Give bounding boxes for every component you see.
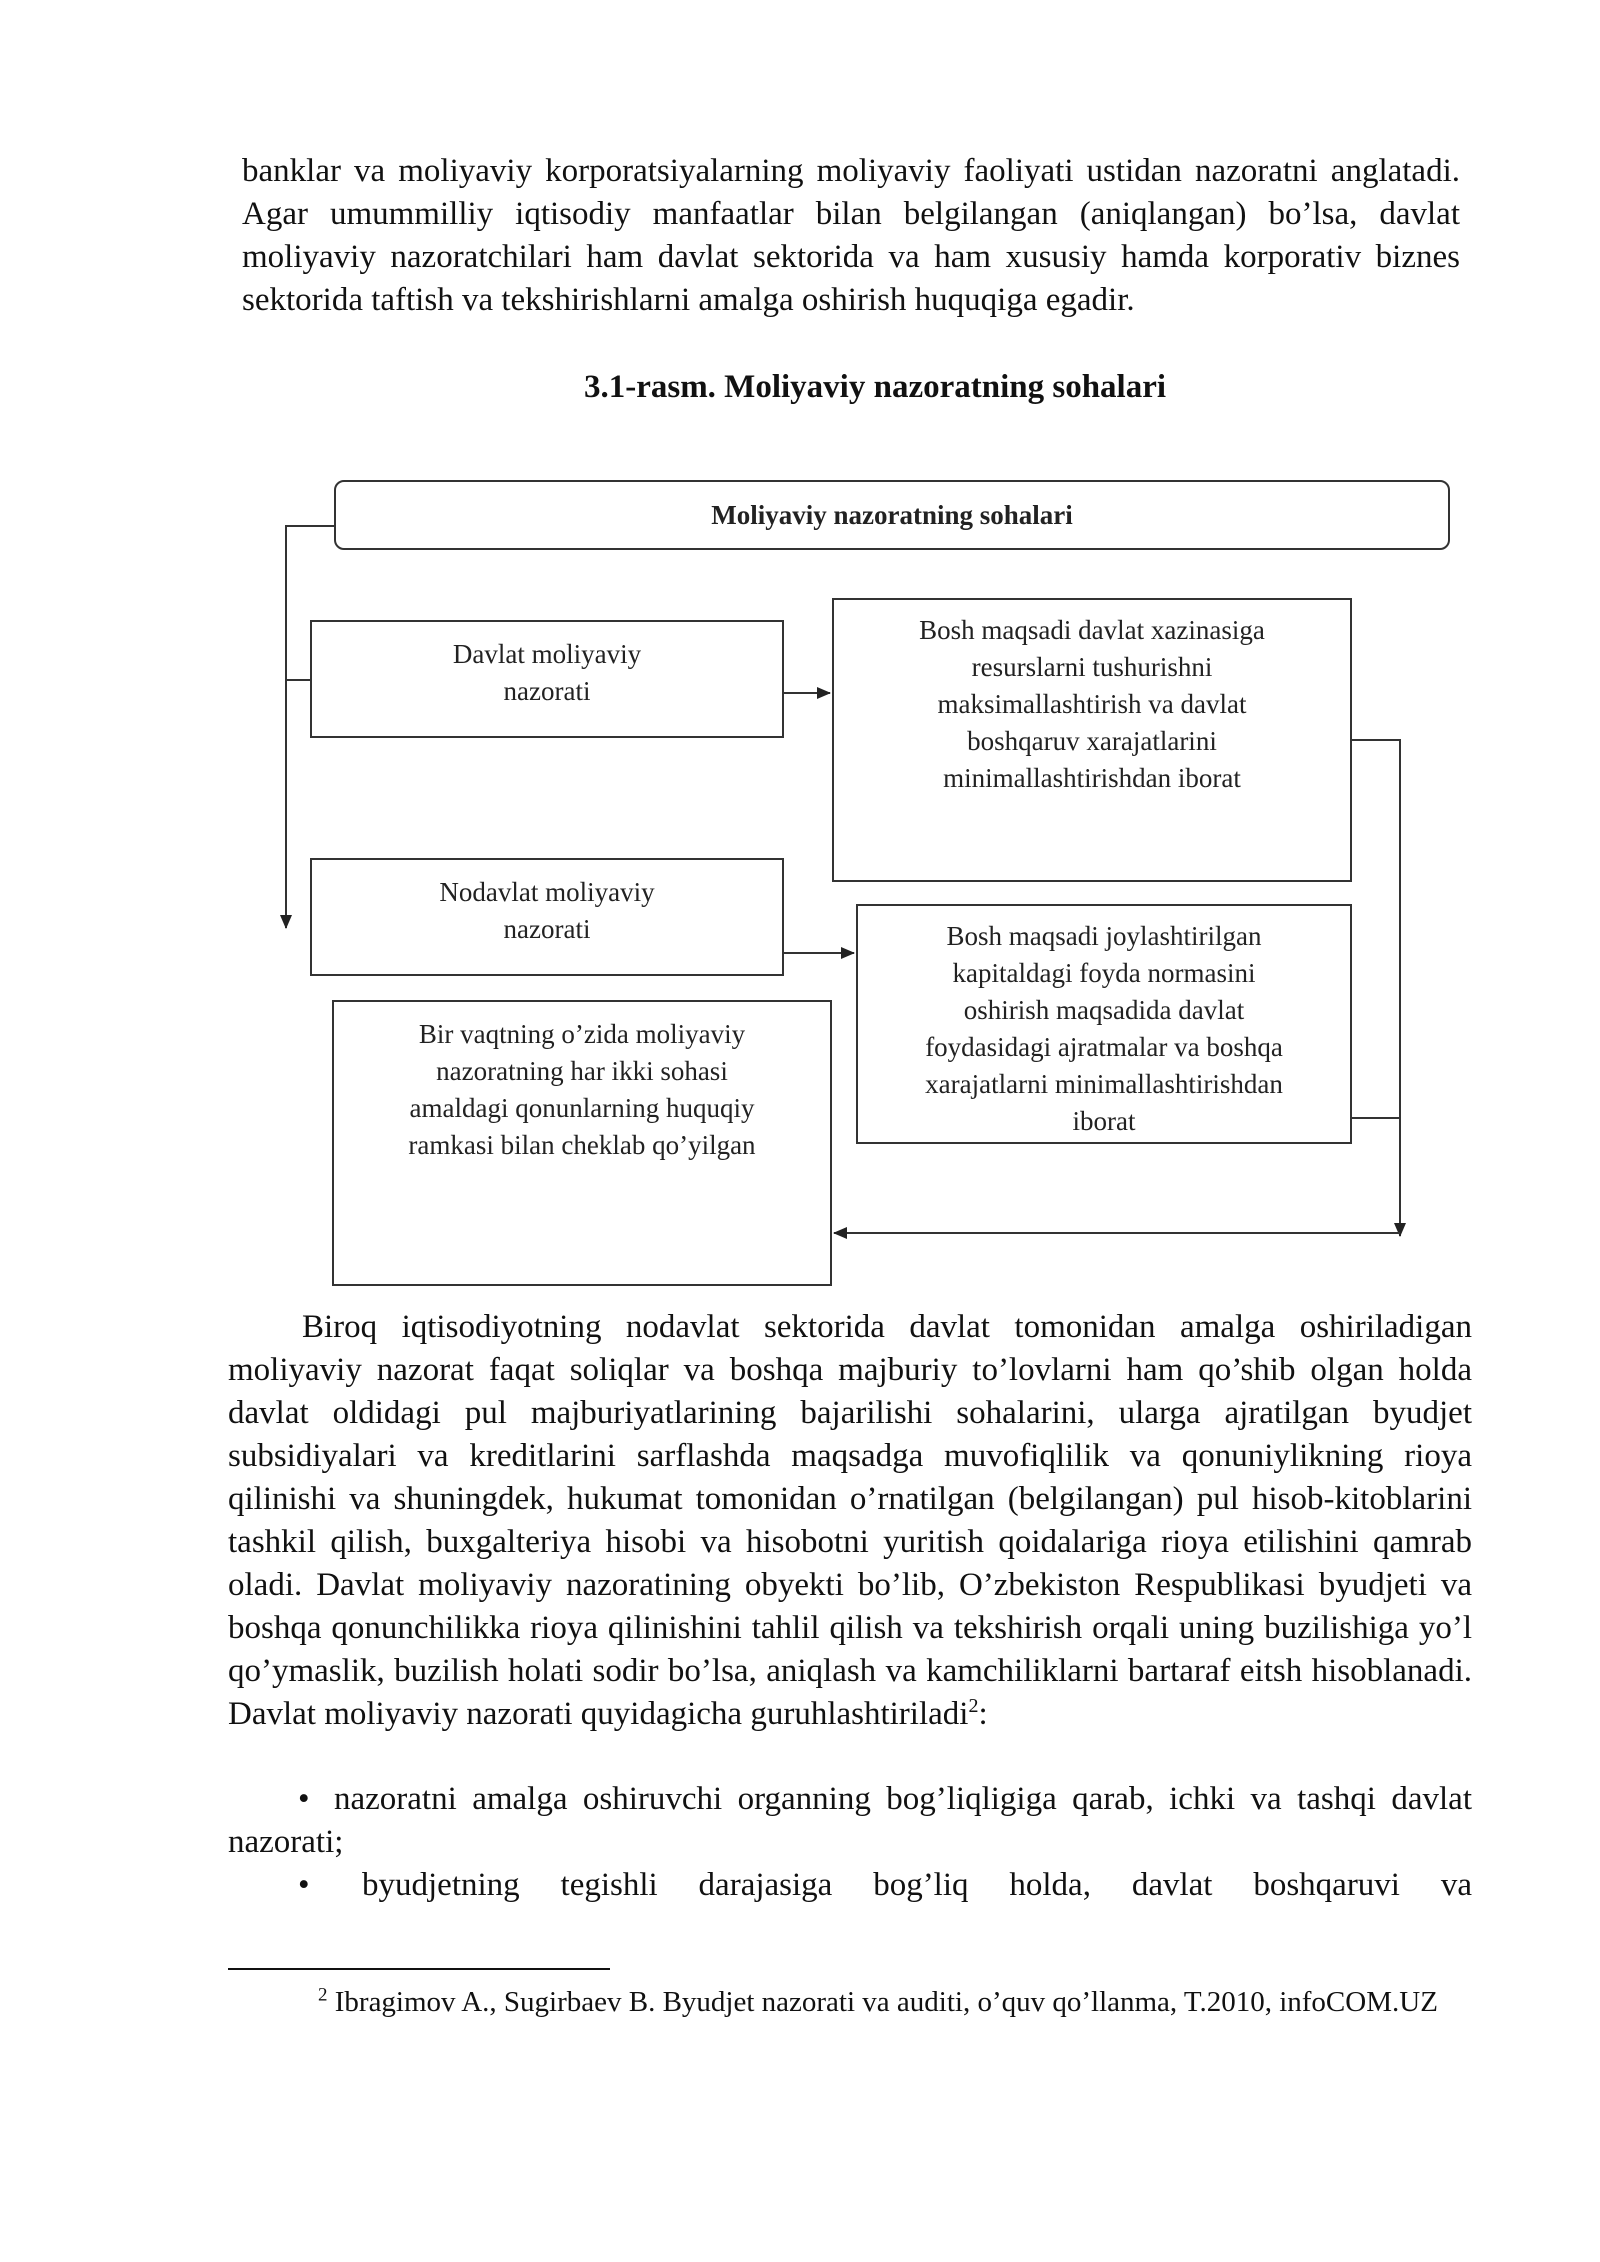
nodavlat-goal-line: kapitaldagi foyda normasini	[952, 958, 1256, 988]
list-item-text: byudjetning tegishli darajasiga bog’liq holda, davlat boshqaruvi va	[362, 1867, 1472, 1903]
paragraph-main-text: Biroq iqtisodiyotning nodavlat sektorida davlat tomonidan amalga oshiriladigan moliyaviy nazorat faqat soliqlar va boshqa majburiy to’lovlarni ham qo’shib olgan holda davlat oldidagi pul majburiyatlarining bajarilishi sohalarini, ularga ajratilgan byudjet subsidiyalari va kreditlarini sarflashda maqsadga muvofiqlilik va qonuniylikning rioya qilinishi va shuningdek, hukumat tomonidan o’rnatilgan (belgilangan) pul hisob-kitoblarini tashkil qilish, buxgalteriya hisobi va hisobotni yuritish qoidalariga rioya etilishini qamrab oladi. Davlat moliyaviy nazoratining obyekti bo’lib, O’zbekiston Respublikasi byudjeti va boshqa qonunchilikka rioya qilinishini tahlil qilish va tekshirish orqali uning buzilishiga yo’l qo’ymaslik, buzilish holati sodir bo’lsa, aniqlash va kamchiliklarni bartaraf eitsh hisoblanadi. Davlat moliyaviy nazorati quyidagicha guruhlashtiriladi	[228, 1309, 1472, 1732]
connector-goal1-right	[1352, 740, 1400, 1236]
diagram-root-box	[334, 480, 1450, 550]
nodavlat-nazorat-box	[310, 858, 784, 976]
limit-line: amaldagi qonunlarning huquqiy	[409, 1093, 755, 1123]
davlat-goal-line: Bosh maqsadi davlat xazinasiga	[919, 615, 1265, 645]
nodavlat-line: nazorati	[503, 914, 591, 944]
nodavlat-goal-line: foydasidagi ajratmalar va boshqa	[925, 1032, 1283, 1062]
davlat-line: Davlat moliyaviy	[452, 639, 642, 669]
nodavlat-goal-line: iborat	[1072, 1106, 1136, 1136]
list-item-text: nazoratni amalga oshiruvchi organning bog’liqligiga qarab, ichki va tashqi davlat nazorati;	[228, 1781, 1472, 1860]
limit-line: ramkasi bilan cheklab qo’yilgan	[408, 1130, 756, 1160]
bullet-icon: •	[298, 1781, 310, 1817]
nodavlat-goal-line: Bosh maqsadi joylashtirilgan	[946, 921, 1262, 951]
paragraph-main	[228, 1306, 1472, 1736]
davlat-line: nazorati	[503, 676, 591, 706]
legal-limit-box	[332, 1000, 832, 1286]
paragraph-main-end: :	[978, 1696, 988, 1732]
nodavlat-goal-line: xarajatlarni minimallashtirishdan	[925, 1069, 1283, 1099]
davlat-goal-line: maksimallashtirish va davlat	[937, 689, 1247, 719]
diagram-root-label: Moliyaviy nazoratning sohalari	[711, 499, 1073, 530]
footnote-reference[interactable]: 2	[968, 1695, 979, 1717]
limit-line: Bir vaqtning o’zida moliyaviy	[418, 1019, 746, 1049]
davlat-goal-box	[832, 598, 1352, 882]
nodavlat-line: Nodavlat moliyaviy	[439, 877, 655, 907]
nodavlat-goal-line: oshirish maqsadida davlat	[963, 995, 1245, 1025]
figure-caption: 3.1-rasm. Moliyaviy nazoratning sohalari	[583, 369, 1167, 405]
davlat-nazorat-box	[310, 620, 784, 738]
nodavlat-goal-box	[856, 904, 1352, 1144]
davlat-goal-line: minimallashtirishdan iborat	[943, 763, 1241, 793]
footnote-number: 2	[318, 1984, 328, 2006]
davlat-goal-line: boshqaruv xarajatlarini	[967, 726, 1217, 756]
footnote	[242, 1982, 1460, 2023]
limit-line: nazoratning har ikki sohasi	[436, 1056, 728, 1086]
paragraph-top: banklar va moliyaviy korporatsiyalarning moliyaviy faoliyati ustidan nazoratni anglatadi. Agar umummilliy iqtisodiy manfaatlar bilan belgilangan (aniqlangan) bo’lsa, davlat moliyaviy nazoratchilari ham davlat sektorida va ham xususiy hamda korporativ biznes sektorida taftish va tekshirishlarni amalga oshirish huquqiga egadir.	[242, 153, 1460, 318]
davlat-goal-line: resurslarni tushurishni	[971, 652, 1213, 682]
list-item	[228, 1778, 1472, 1864]
footnote-text: Ibragimov A., Sugirbaev B. Byudjet nazorati va auditi, o’quv qo’llanma, T.2010, infoCOM.UZ	[334, 1986, 1438, 2018]
list-item	[228, 1864, 1472, 1907]
bullet-icon: •	[298, 1867, 310, 1903]
footnote-separator	[228, 1968, 610, 1970]
